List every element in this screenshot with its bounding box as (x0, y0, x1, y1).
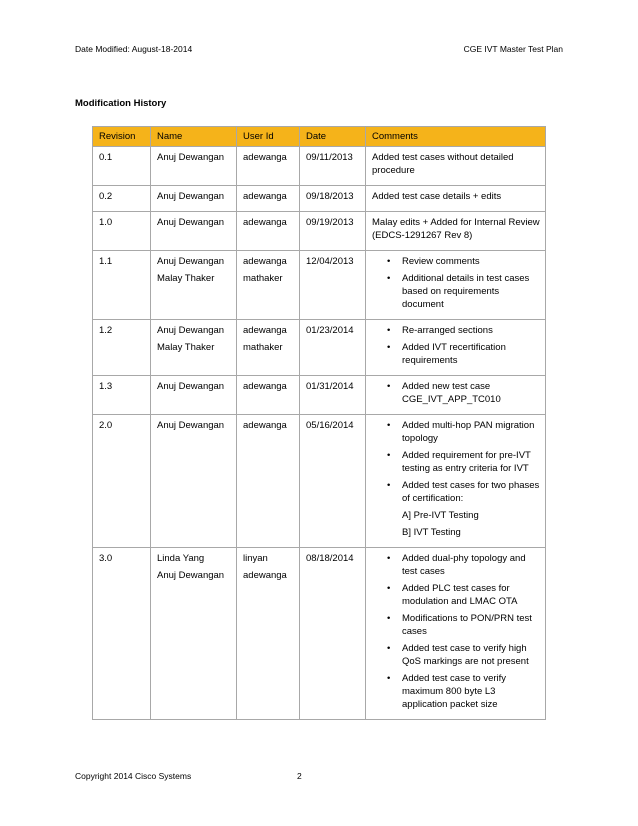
author-name: Anuj Dewangan (157, 217, 225, 228)
date-cell: 01/31/2014 (300, 376, 366, 415)
comments-cell (366, 376, 546, 415)
comment-bullet: • Re-arranged sections (372, 324, 541, 337)
comment-bullet: • Added test case to verify high QoS markings are not present (372, 642, 541, 668)
revision-cell: 0.2 (93, 186, 151, 212)
column-header-comments: Comments (366, 127, 546, 147)
author-name: Anuj Dewangan (157, 191, 225, 202)
comment-sub-item: A] Pre-IVT Testing (402, 510, 479, 521)
user-id-cell (237, 548, 300, 720)
author-name: Anuj Dewangan (157, 570, 225, 581)
name-cell (151, 415, 237, 548)
revision-cell: 3.0 (93, 548, 151, 720)
table-row (93, 320, 546, 376)
user-id: adewanga (243, 381, 287, 392)
comment-bullet: • Added test cases for two phases of certification: (372, 479, 541, 505)
comment-text: Added test cases without detailed procedure (372, 152, 514, 176)
comments-cell (366, 212, 546, 251)
comment-bullet-list (372, 324, 541, 367)
user-id: adewanga (243, 256, 287, 267)
user-id: adewanga (243, 325, 287, 336)
table-row (93, 251, 546, 320)
comment-bullet: • Added IVT recertification requirements (372, 341, 541, 367)
comments-cell (366, 415, 546, 548)
user-id: mathaker (243, 273, 283, 284)
author-name: Malay Thaker (157, 273, 215, 284)
date-cell: 09/19/2013 (300, 212, 366, 251)
revision-cell: 1.3 (93, 376, 151, 415)
author-name: Linda Yang (157, 553, 205, 564)
date-cell: 09/18/2013 (300, 186, 366, 212)
name-cell (151, 251, 237, 320)
comment-bullet: • Added dual-phy topology and test cases (372, 552, 541, 578)
author-name: Anuj Dewangan (157, 381, 225, 392)
date-cell: 08/18/2014 (300, 548, 366, 720)
user-id-cell (237, 186, 300, 212)
revision-cell: 1.0 (93, 212, 151, 251)
date-cell: 09/11/2013 (300, 147, 366, 186)
user-id-cell (237, 212, 300, 251)
revision-cell: 2.0 (93, 415, 151, 548)
table-row (93, 415, 546, 548)
column-header-date: Date (300, 127, 366, 147)
comments-cell (366, 548, 546, 720)
table-row (93, 212, 546, 251)
table-row (93, 147, 546, 186)
comment-bullet: • Review comments (372, 255, 541, 268)
comment-bullet: • Added requirement for pre-IVT testing as entry criteria for IVT (372, 449, 541, 475)
name-cell (151, 186, 237, 212)
comments-cell (366, 147, 546, 186)
comments-cell (366, 320, 546, 376)
author-name: Anuj Dewangan (157, 152, 225, 163)
author-name: Anuj Dewangan (157, 256, 225, 267)
user-id: linyan (243, 553, 268, 564)
comment-text: Added test case details + edits (372, 191, 502, 202)
table-row (93, 548, 546, 720)
user-id: mathaker (243, 342, 283, 353)
name-cell (151, 147, 237, 186)
table-row (93, 376, 546, 415)
date-cell: 12/04/2013 (300, 251, 366, 320)
footer-copyright: Copyright 2014 Cisco Systems (75, 771, 192, 781)
column-header-user-id: User Id (237, 127, 300, 147)
column-header-revision: Revision (93, 127, 151, 147)
comment-bullet: • Added test case to verify maximum 800 byte L3 application packet size (372, 672, 541, 711)
modification-history-table (92, 126, 546, 720)
user-id-cell (237, 251, 300, 320)
comment-bullet: • Added PLC test cases for modulation and LMAC OTA (372, 582, 541, 608)
comment-bullet: • Added multi-hop PAN migration topology (372, 419, 541, 445)
comment-bullet-list (372, 419, 541, 505)
comment-sub-item: B] IVT Testing (402, 527, 461, 538)
revision-cell: 1.1 (93, 251, 151, 320)
revision-cell: 0.1 (93, 147, 151, 186)
author-name: Anuj Dewangan (157, 420, 225, 431)
comment-bullet: • Additional details in test cases based on requirements document (372, 272, 541, 311)
comments-cell (366, 251, 546, 320)
header-date-modified: Date Modified: August-18-2014 (75, 44, 193, 54)
comment-bullet-list (372, 380, 541, 406)
user-id: adewanga (243, 191, 287, 202)
section-title: Modification History (75, 98, 167, 109)
user-id: adewanga (243, 420, 287, 431)
date-cell: 05/16/2014 (300, 415, 366, 548)
table-header-row (93, 127, 546, 147)
name-cell (151, 376, 237, 415)
page-number: 2 (297, 771, 302, 781)
comment-bullet-list (372, 552, 541, 711)
comment-text: Malay edits + Added for Internal Review (EDCS-1291267 Rev 8) (372, 217, 540, 241)
user-id-cell (237, 320, 300, 376)
comment-bullet-list (372, 255, 541, 311)
name-cell (151, 320, 237, 376)
table-body (93, 147, 546, 720)
header-document-title: CGE IVT Master Test Plan (463, 44, 563, 54)
user-id: adewanga (243, 217, 287, 228)
column-header-name: Name (151, 127, 237, 147)
date-cell: 01/23/2014 (300, 320, 366, 376)
revision-cell: 1.2 (93, 320, 151, 376)
author-name: Anuj Dewangan (157, 325, 225, 336)
user-id: adewanga (243, 570, 287, 581)
user-id-cell (237, 415, 300, 548)
name-cell (151, 548, 237, 720)
author-name: Malay Thaker (157, 342, 215, 353)
comments-cell (366, 186, 546, 212)
name-cell (151, 212, 237, 251)
user-id-cell (237, 376, 300, 415)
user-id: adewanga (243, 152, 287, 163)
comment-bullet: • Modifications to PON/PRN test cases (372, 612, 541, 638)
table-row (93, 186, 546, 212)
comment-bullet: • Added new test case CGE_IVT_APP_TC010 (372, 380, 541, 406)
user-id-cell (237, 147, 300, 186)
